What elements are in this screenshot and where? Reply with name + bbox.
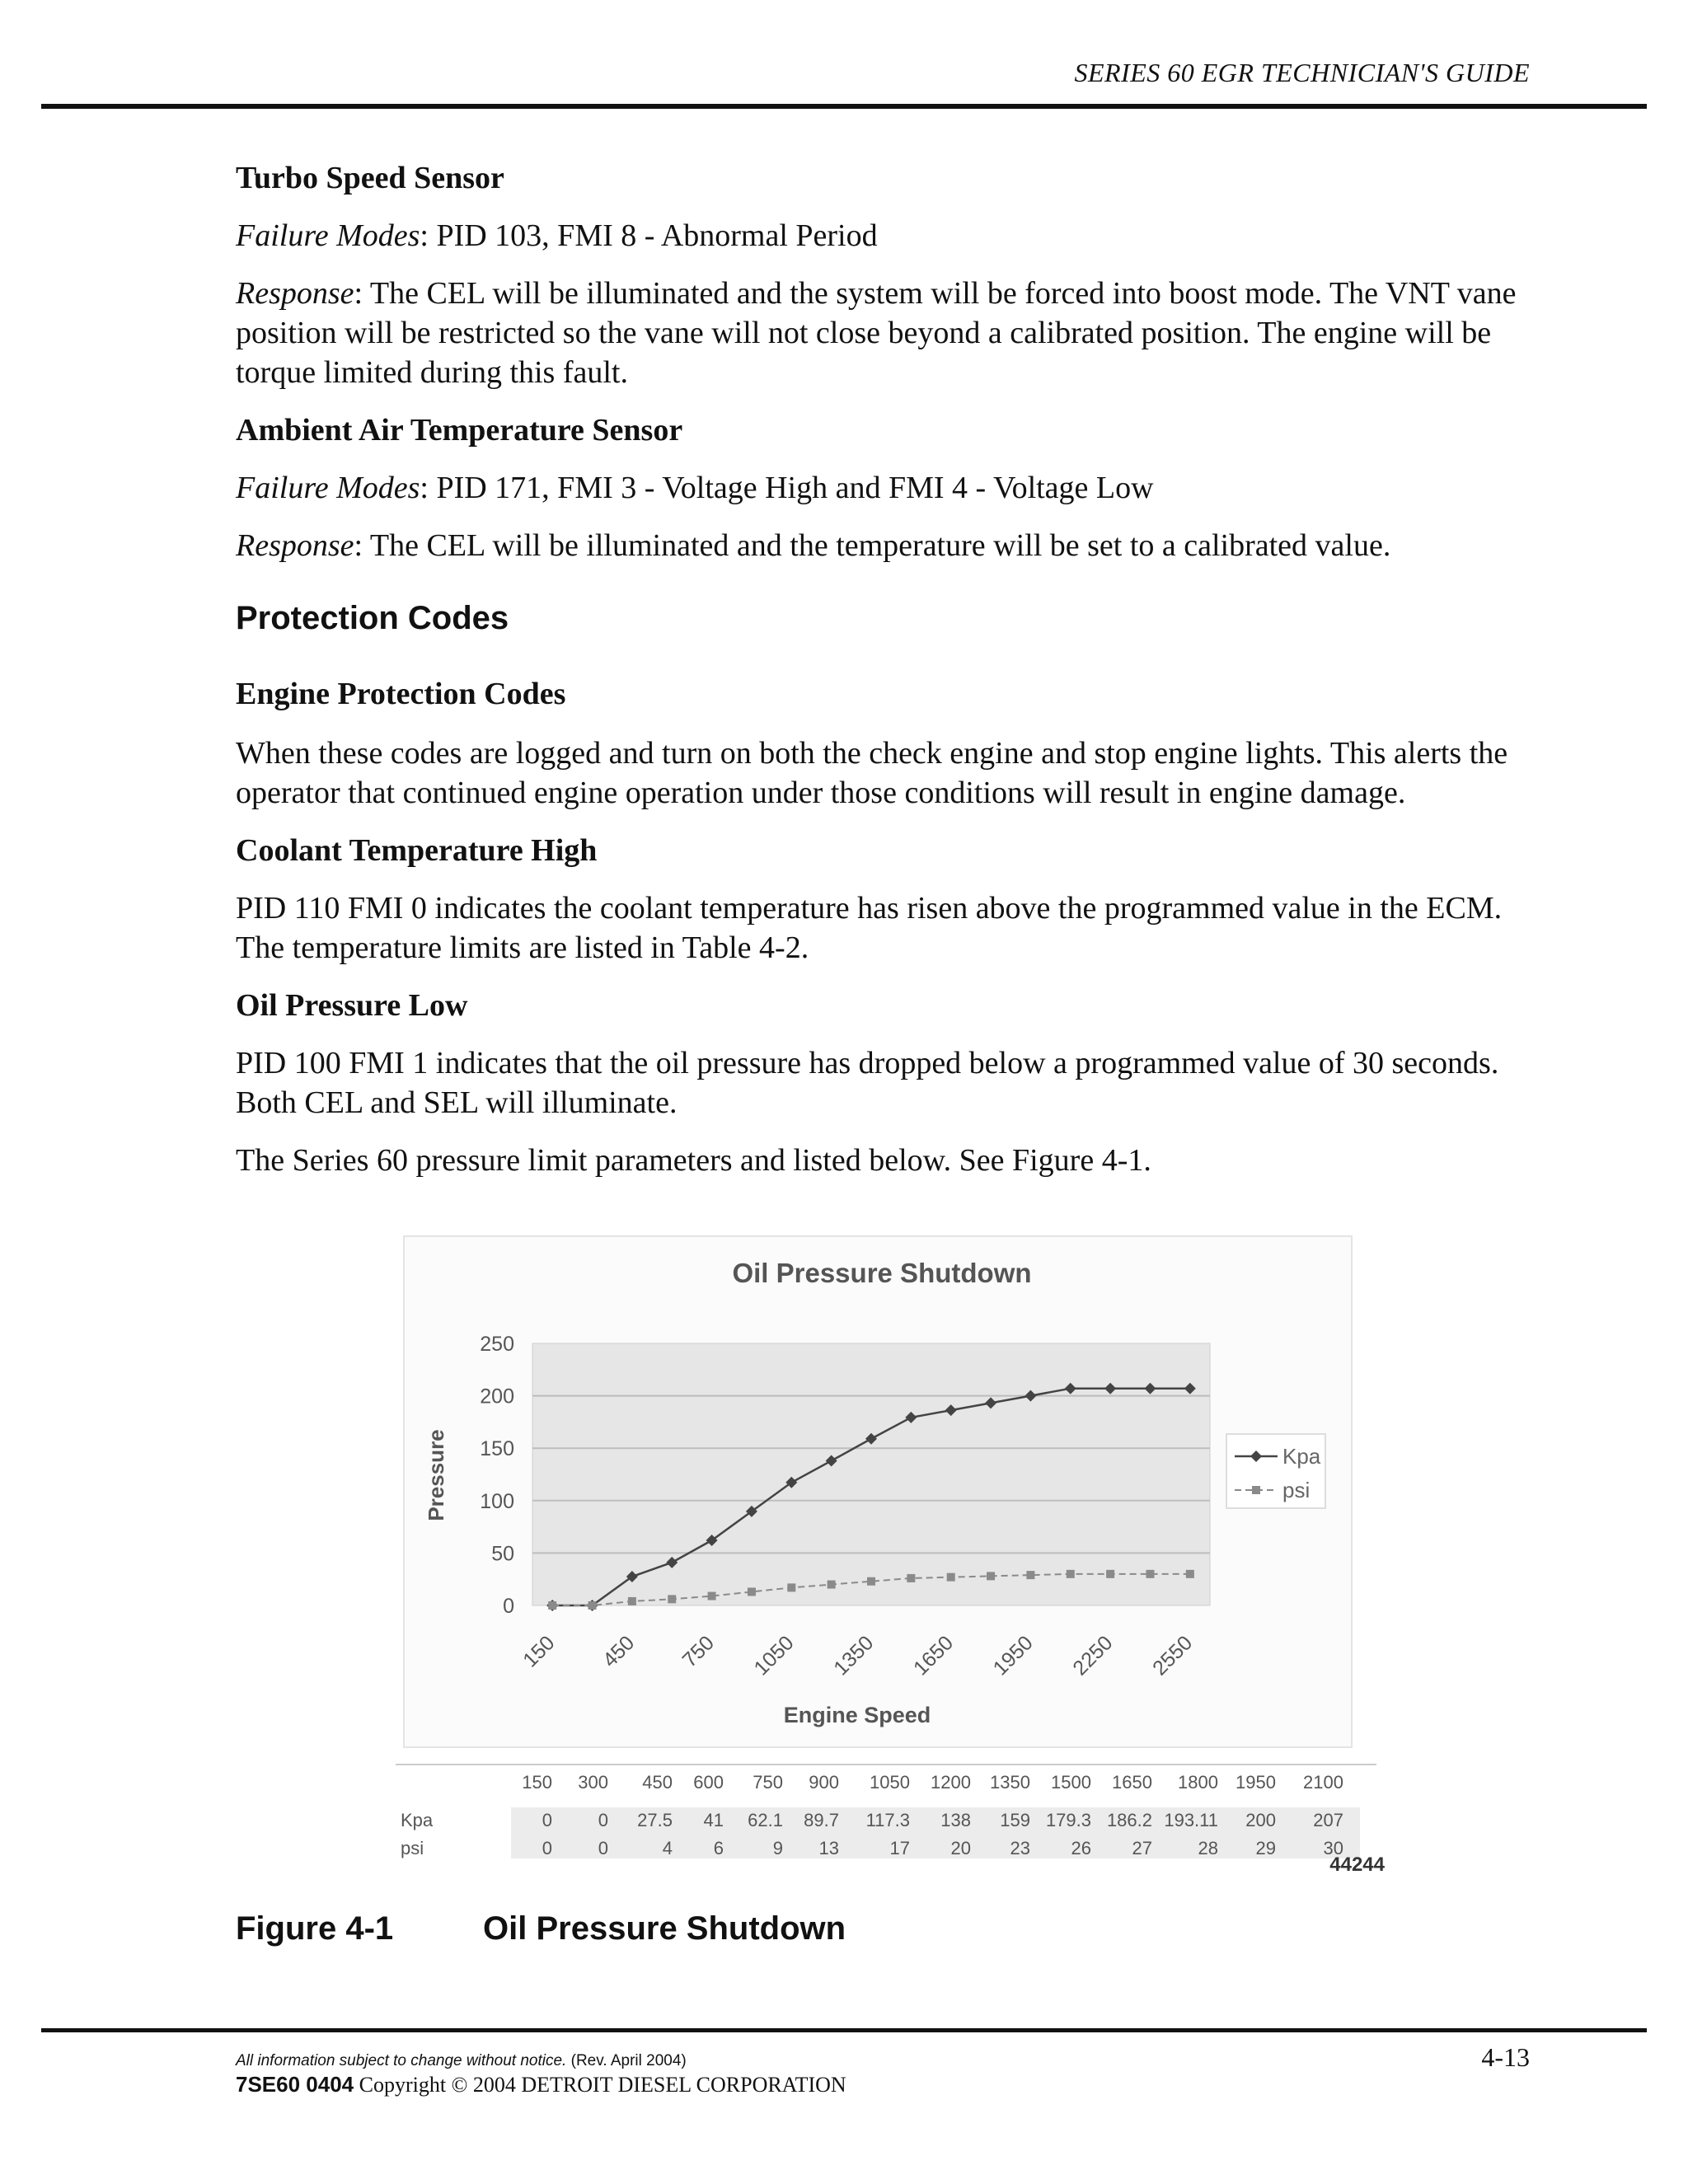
table-cell: 207	[1313, 1810, 1343, 1830]
psi-point	[1106, 1570, 1114, 1578]
table-header-cell: 1500	[1051, 1772, 1091, 1793]
table-cell: 13	[818, 1838, 839, 1858]
table-cell: 0	[598, 1810, 608, 1830]
table-header-cell: 150	[522, 1772, 552, 1793]
turbo-response-text: : The CEL will be illuminated and the system will be forced into boost mode. The VNT vane position will be restricted so the vane will not close beyond a calibrated position. The engine will be torque limited during this fault.	[236, 276, 1517, 390]
x-tick-label: 1350	[829, 1631, 879, 1680]
table-row-label: Kpa	[401, 1810, 434, 1830]
footer-doc-id: 7SE60 0404	[236, 2072, 354, 2097]
table-cell: 9	[772, 1838, 783, 1858]
psi-point	[1067, 1570, 1075, 1578]
x-tick-label: 2250	[1068, 1631, 1118, 1680]
page-number: 4-13	[1481, 2042, 1530, 2072]
table-header-cell: 1050	[870, 1772, 910, 1793]
response-label: Response	[236, 276, 354, 311]
turbo-sensor-title: Turbo Speed Sensor	[236, 161, 504, 195]
psi-point	[668, 1595, 676, 1603]
table-header-cell: 1350	[990, 1772, 1030, 1793]
footer-notice: All information subject to change without notice.	[236, 2052, 567, 2069]
coolant-title: Coolant Temperature High	[236, 833, 598, 868]
table-header-cell: 300	[578, 1772, 608, 1793]
ambient-response-text: : The CEL will be illuminated and the temperature will be set to a calibrated value.	[354, 528, 1391, 563]
table-cell: 193.11	[1164, 1810, 1218, 1830]
table-cell: 117.3	[865, 1810, 910, 1830]
coolant-text: PID 110 FMI 0 indicates the coolant temperature has risen above the programmed value in the ECM. The temperature limits are listed in Table 4-2.	[236, 891, 1503, 965]
figure-caption	[236, 1910, 846, 1947]
table-cell: 179.3	[1045, 1810, 1091, 1830]
footer-revision: (Rev. April 2004)	[566, 2052, 687, 2069]
turbo-response	[236, 274, 1538, 392]
table-cell: 0	[598, 1838, 608, 1858]
legend-psi-marker	[1252, 1486, 1260, 1494]
turbo-failure-text: : PID 103, FMI 8 - Abnormal Period	[420, 218, 878, 253]
table-cell: 6	[713, 1838, 724, 1858]
figure-title: Oil Pressure Shutdown	[483, 1910, 846, 1947]
table-header-cell: 1800	[1178, 1772, 1218, 1793]
table-cell: 138	[940, 1810, 971, 1830]
engine-protection-text: When these codes are logged and turn on both the check engine and stop engine lights. This alerts the operator that continued engine operation under those conditions will result in engine damage.	[236, 736, 1508, 810]
table-cell: 4	[662, 1838, 673, 1858]
table-cell: 41	[703, 1810, 724, 1830]
table-header-cell: 900	[809, 1772, 839, 1793]
table-header-cell: 1650	[1112, 1772, 1152, 1793]
table-cell: 30	[1323, 1838, 1343, 1858]
psi-point	[588, 1601, 597, 1610]
table-cell: 62.1	[748, 1810, 783, 1830]
ambient-response	[236, 526, 1538, 565]
table-cell: 186.2	[1106, 1810, 1152, 1830]
psi-point	[628, 1597, 636, 1605]
ambient-failure-text: : PID 171, FMI 3 - Voltage High and FMI 4 - Voltage Low	[420, 471, 1154, 505]
y-tick-label: 100	[480, 1489, 514, 1513]
footer-copyright: Copyright © 2004 DETROIT DIESEL CORPORATION	[354, 2073, 846, 2097]
response-label: Response	[236, 528, 354, 563]
y-tick-label: 50	[491, 1542, 514, 1566]
plot-area	[532, 1343, 1210, 1605]
legend-psi-label: psi	[1282, 1478, 1311, 1502]
table-header-cell: 2100	[1303, 1772, 1343, 1793]
table-cell: 0	[542, 1810, 552, 1830]
psi-point	[907, 1574, 915, 1582]
footer-rule	[41, 2028, 1647, 2032]
psi-point	[867, 1577, 875, 1586]
x-tick-label: 450	[598, 1631, 640, 1672]
y-tick-label: 0	[503, 1595, 514, 1618]
table-cell: 23	[1010, 1838, 1030, 1858]
oil-pressure-text: PID 100 FMI 1 indicates that the oil pressure has dropped below a programmed value of 30 seconds. Both CEL and SEL will illuminate.	[236, 1046, 1499, 1120]
x-tick-label: 1650	[908, 1631, 959, 1680]
chart-svg	[396, 1228, 1385, 1879]
table-header-cell: 600	[693, 1772, 724, 1793]
y-tick-label: 200	[480, 1385, 514, 1408]
psi-point	[987, 1572, 995, 1580]
legend-kpa-label: Kpa	[1282, 1444, 1321, 1469]
protection-codes-heading: Protection Codes	[236, 600, 509, 636]
psi-point	[1186, 1570, 1194, 1578]
oil-pressure-title: Oil Pressure Low	[236, 988, 468, 1023]
y-tick-label: 250	[480, 1333, 514, 1356]
x-tick-label: 1050	[749, 1631, 799, 1680]
psi-point	[947, 1573, 955, 1582]
turbo-failure-modes	[236, 216, 1538, 255]
psi-point	[548, 1601, 556, 1610]
figure-number: Figure 4-1	[236, 1910, 394, 1947]
y-axis-label: Pressure	[424, 1429, 448, 1521]
psi-point	[708, 1592, 716, 1601]
y-tick-label: 150	[480, 1437, 514, 1461]
table-cell: 0	[542, 1838, 552, 1858]
ambient-failure-modes	[236, 468, 1538, 508]
x-tick-label: 1950	[988, 1631, 1038, 1680]
table-cell: 17	[889, 1838, 910, 1858]
psi-point	[1026, 1571, 1034, 1579]
ambient-sensor-title: Ambient Air Temperature Sensor	[236, 413, 683, 448]
failure-modes-label: Failure Modes	[236, 471, 420, 505]
table-cell: 20	[950, 1838, 971, 1858]
figure-id: 44244	[1329, 1854, 1385, 1876]
x-tick-label: 2550	[1148, 1631, 1198, 1680]
table-cell: 28	[1198, 1838, 1218, 1858]
table-cell: 159	[1000, 1810, 1030, 1830]
footer-copyright-line	[236, 2072, 846, 2097]
psi-point	[748, 1587, 756, 1596]
table-cell: 27	[1132, 1838, 1152, 1858]
psi-point	[787, 1583, 795, 1591]
table-header-cell: 1950	[1236, 1772, 1276, 1793]
engine-protection-title: Engine Protection Codes	[236, 677, 566, 711]
table-row-label: psi	[401, 1838, 424, 1858]
header-rule	[41, 104, 1647, 109]
psi-point	[1146, 1570, 1154, 1578]
running-head: SERIES 60 EGR TECHNICIAN'S GUIDE	[1074, 58, 1530, 87]
x-tick-label: 150	[518, 1631, 560, 1672]
chart-title: Oil Pressure Shutdown	[732, 1258, 1032, 1288]
table-cell: 27.5	[637, 1810, 673, 1830]
x-tick-label: 750	[678, 1631, 719, 1672]
table-header-cell: 450	[642, 1772, 673, 1793]
table-cell: 200	[1245, 1810, 1276, 1830]
table-cell: 89.7	[804, 1810, 839, 1830]
x-axis-label: Engine Speed	[783, 1703, 931, 1727]
table-header-cell: 750	[753, 1772, 783, 1793]
psi-point	[828, 1581, 836, 1589]
legend	[1226, 1434, 1325, 1508]
data-table	[396, 1765, 1376, 1858]
oil-pressure-chart	[396, 1228, 1385, 1879]
table-cell: 29	[1255, 1838, 1276, 1858]
footer-note	[236, 2052, 687, 2070]
table-header-cell: 1200	[931, 1772, 971, 1793]
failure-modes-label: Failure Modes	[236, 218, 420, 253]
series-limits-text: The Series 60 pressure limit parameters and listed below. See Figure 4-1.	[236, 1143, 1151, 1178]
table-cell: 26	[1071, 1838, 1091, 1858]
page-content	[236, 158, 1538, 1180]
